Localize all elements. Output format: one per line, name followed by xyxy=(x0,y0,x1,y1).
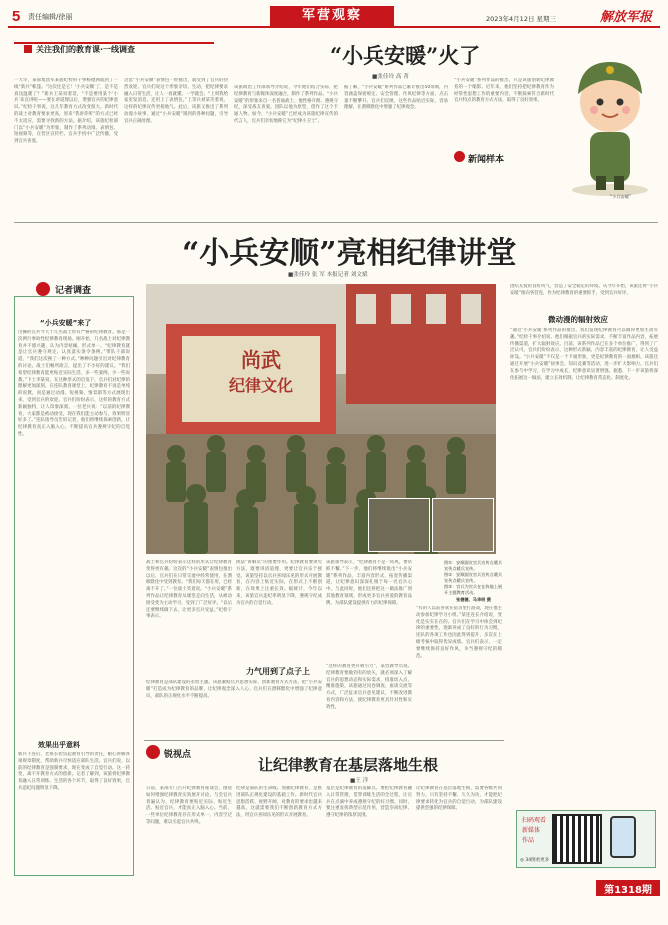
main-byline: ■张佳玲 张 军 本报记者 刘文斌 xyxy=(288,272,368,278)
main-col-a: 战士和官兵纷纷表示这样的形式让纪律教育变得更有趣。这次的“小兵安暖”表情包推出以后，官兵们在日常交流中经常使用，在潜移默化中受到教育。“我们每天都在用，已经离不开了。”一位战士笑着说。“小兵安暖”系列作品让纪律教育从课堂走向生活，从被动接受变为主动学习，受到了广泛好评。“以后还要继续做下去，让更多官兵受益。”纪检干事表示。 xyxy=(146,560,232,620)
story1-title: “小兵安暖”火了 xyxy=(330,43,481,68)
main-col-f: 纪律教育是部队建设的永恒主题。该旅紧贴官兵思想实际，创新教育方式方法，把“小兵安暖”打造成为纪律教育的品牌，让纪律观念深入人心。官兵们在潜移默化中增强了纪律意识，部队的正规化水平不断提高。 xyxy=(146,680,322,699)
story1-col3: 该旅政治工作部领导介绍说，今年他们结合实际，把纪律教育与新媒体深度融合，制作了系列作品。“小兵安暖”的形象来自一名普通战士，他性格开朗、遵规守纪，深受战友喜爱。团队以他为原型，创作了这个卡通人物。如今，“小兵安暖”已经成为该旅纪律宣传的代言人，官兵们亲切地称它为“纪律小卫士”。 xyxy=(234,85,338,124)
commentary-icon xyxy=(146,745,160,759)
reporter-notes-col: 出操的官兵今天于几名战士带有严格的纪律教育。那是一次例行事故性纪律教育现场。刚开始，几名战士对纪律教育并不感兴趣，认为内容枯燥，形式单一。“纪律教育就是让官兵遵守规定、认真落实条令条例。”带队干部说道，“我们这次换了一种方式。”种种问题引出对纪律教育的讨论。战士们畅所欲言，提出了不少好的建议。“我们希望纪律教育能更贴近实际生活，多一些案例，少一些说教。”下士李某说。在这种形式的启发下，官兵们对纪律的理解更加深刻。在连队教育课堂上，纪律教育不再是单纯的说教，而是通过动漫、短视频、情景剧等方式展现出来，受到官兵的欢迎。官兵们纷纷表示，这样的教育方式新颖独特，让人印象深刻。一位老兵说：“以前的纪律教育，大家都是被动接受，现在我们能主动参与，效果明显好多了。”连队指导员告诉记者，他们将继续探索创新，让纪律教育真正入脑入心，不断提高官兵遵规守纪的自觉性。 xyxy=(18,330,130,437)
commentary-col2: 纪律是部队的生命线。加强纪律教育，是推进部队正规化建设的基础工作。新时代官兵思想活跃、视野开阔，对教育的要求也越来越高。这就需要我们不断创新教育方式方法，用官兵喜闻乐见的形式开展教育。 xyxy=(236,786,322,819)
photo-sign-line2: 纪律文化 xyxy=(228,376,293,395)
reporter-notes-sub1: “小兵安暖”来了 xyxy=(40,319,92,327)
photo-small-2 xyxy=(432,498,494,552)
section-editor: 责任编辑/徐丽 xyxy=(28,13,73,21)
main-col-d: “有的人以前喜欢在宿舍里打游戏，现在他主动参加纪律学习小组。”某连连长介绍说，变化是实实在在的。官兵们在学习中体会到纪律的重要性，逐渐养成了良好的行为习惯。连队的各项工作也因此得到提升，多次在上级考核中取得优异成绩。官兵们表示，一定要继续保持良好作风，争当遵规守纪的模范。 xyxy=(416,606,502,659)
commentary-col3: 基层是纪律教育的落脚点。要把纪律教育融入日常管理，贯穿训练生活的全过程，让官兵在点滴中养成遵规守纪的好习惯。同时，要注重发挥典型示范作用，营造崇尚纪律、遵守纪律的浓厚氛围。 xyxy=(326,786,412,819)
reporter-notes-col2: 新兵下连后，老班长担负起教育引导的责任，耐心讲解各项规章制度，帮助新兵尽快适应部队生活。官兵们说，以前的纪律教育是强制要求，现在变成了自觉行动。这一转变，离不开教育方式的创新。记者了解到，该旅将纪律教育融入日常训练、生活的各个环节，取得了良好效果，官兵违纪问题明显下降。 xyxy=(18,752,130,791)
main-col-c: 该旅领导表示，“纪律教育不是一阵风，要常抓不懈。”下一步，他们将继续推出“小兵安暖”系列作品，丰富内容形式，拓宽传播渠道，让纪律意识深深扎根于每一名官兵心中。与此同时，他们还将把这一做法推广到其他教育领域，形成更多官兵喜爱的教育品牌，为部队建设提供有力的纪律保障。 xyxy=(326,560,412,606)
qr-code-icon[interactable] xyxy=(552,814,602,864)
photo-caption-1: 图①：安顺面宣官兵宣传点暖兵宣传点暖兵宣传。 xyxy=(444,560,503,572)
main-col-b: 执法“讲解员”的重要作用。纪律教育要讲究方法，既要讲清道理，更要让官兵乐于接受。该旅坚持以官兵喜闻乐见的形式开展教育，在内容上贴近实际，在形式上不断创新，在效果上注重长效。据统计，今年以来，该旅官兵违纪率明显下降，遵规守纪成为官兵的自觉行动。 xyxy=(236,560,322,606)
story1-col2: 这套“小兵安顺”表情包一经推出，就受到了官兵的热烈欢迎。官兵们说这个形象亲切、生动，把纪律要求融入日常生活，让人一看就懂、一学就会。“上周我给家里发消息，还用上了表情包。”上等兵刘某笑着说，这样的纪律宣传更接地气。此后，该旅又推出了系列动漫小故事，通过“小兵安暖”遇到的各种问题，引导官兵正确处理。 xyxy=(124,78,228,124)
scan-label-2: 新媒体 xyxy=(522,827,541,834)
commentary-label: 锐视点 xyxy=(164,750,192,760)
kicker-marker xyxy=(24,45,32,53)
photo-caption-2: 图②：安顺面宣官兵宣传点暖兵宣传点暖兵宣传。 xyxy=(444,572,503,584)
story1-col5: “小兵安暖”系列作品的推出，只是该旅创新纪律教育的一个缩影。近年来，他们坚持把纪律教育作为经常性思想工作的重要内容，不断探索符合新时代官兵特点的教育方式方法，取得了良好效果。 xyxy=(454,78,554,104)
main-subhead: 力气用到了点子上 xyxy=(246,667,310,676)
main-col-e: “这样的教育更有吸引力”，某营教导员说。纪律教育要做到有的放矢，就必须深入了解官兵的思想动态和实际需求，找准切入点，精准施策。该旅通过问卷调查、座谈交流等方式，广泛征求官兵意见建议，不断改进教育内容和方法，使纪律教育更具针对性和实效性。 xyxy=(326,664,412,710)
news-sample-icon xyxy=(454,151,465,162)
right-col-top: 团结友爱的良好风气，营造了安全稳定的环境。从今年开始，该旅还将“小兵安暖”推向各营连，作为纪律教育的重要抓手，受到官兵好评。 xyxy=(510,284,658,296)
issue-number: 第1318期 xyxy=(604,885,652,896)
phone-icon xyxy=(610,816,636,858)
right-col-body: “通过‘小兵安暖’系列作品的推出，我们发现纪律教育可以做得更加生动有趣。”纪检干事介绍说，他们根据官兵的实际需求，不断丰富作品内容，拓展传播渠道，扩大辐射效应。目前，该系列作品已在多个单位推广，得到了广泛认可。官兵们纷纷表示，这种形式新颖、内容丰富的纪律教育，让人受益匪浅。“小兵安暖”不仅是一个卡通形象，更是纪律教育的一面旗帜。该旅还通过开展“小兵安暖”故事会、知识竞赛等活动，进一步扩大影响力。官兵们在参与中学习，在学习中成长，纪律意识显著增强。据悉，下一步该旅将深化拓展这一做法，建立长效机制，让纪律教育常态化、制度化。 xyxy=(510,328,658,381)
main-title: “小兵安顺”亮相纪律讲堂 xyxy=(182,236,517,271)
commentary-col4: 让纪律教育在基层落地生根，需要各级共同努力。只有坚持不懈、久久为功，才能把纪律要求转化为官兵的自觉行动，为部队建设提供坚强的纪律保障。 xyxy=(416,786,502,812)
photo-sign-line1: 尚武 xyxy=(241,348,281,372)
reporter-notes-title: 记者调查 xyxy=(55,286,92,296)
scan-more: ◎ 34图看更多 xyxy=(520,858,550,863)
divider-commentary xyxy=(144,740,504,741)
news-sample-label: 新闻样本 xyxy=(468,155,505,165)
right-col-subhead: 微动漫的辐射效应 xyxy=(548,315,608,324)
story1-byline: ■张佳玲 高 菁 xyxy=(372,74,409,80)
reporter-notes-icon xyxy=(36,282,50,296)
story1-kicker: 关注我们的教育课·一线调查 xyxy=(36,45,136,54)
photo-small-1 xyxy=(368,498,430,552)
commentary-col1: 日前，某部专门召开纪律教育座谈会，围绕如何增强纪律教育实效展开讨论。与会官兵普遍认为，纪律教育要贴近实际、贴近生活、贴近官兵，才能真正入脑入心。当前，一些单位纪律教育存在形式单一、内容空泛等问题，难以引起官兵共鸣。 xyxy=(146,786,232,825)
newspaper-logo: 解放军报 xyxy=(600,10,653,25)
scan-label-3: 作品 xyxy=(522,837,535,844)
page-number: 5 xyxy=(12,8,21,25)
photo-credit: 张德德、马华明 摄 xyxy=(456,597,491,602)
photo-caption-3: 图③：官兵为官兵在在阵地上展开主题教育活动。 xyxy=(444,584,503,596)
column-name: 军营观察 xyxy=(270,6,394,26)
divider-story1 xyxy=(14,222,658,223)
commentary-title: 让纪律教育在基层落地生根 xyxy=(258,756,439,774)
cartoon-caption: “小兵安暖” xyxy=(610,194,632,199)
scan-label-1: 扫码观看 xyxy=(522,817,547,824)
cartoon-soldier-illustration xyxy=(560,40,660,200)
commentary-byline: ■王 洋 xyxy=(350,778,369,784)
story1-col1: 一大早，某部集团军某旅纪检科干事杨德洲就到了一线“新兵”帐篷。“这次还是它！‘小兵安顺’了，是不是真送温暖了？”新兵王某说着话，“不是要用某个‘小兵’来宣讲呢——要在讲道理以后，增强官兵的纪律意识。”纪检干事说，这几年教育方式改变很大。新时代的战士对教育要求更高，原来“我讲你听”的方式已经不太适应，需要寻找新的方法。据介绍，该旅纪检部门以“小兵安暖”为形象，制作了系列动漫、表情包、短视频等，在营区宣传栏、官兵手机中广泛传播，受到官兵喜爱。 xyxy=(14,78,118,145)
issue-date: 2023年4月12日 星期三 xyxy=(486,15,557,23)
reporter-notes-sub2: 效果出乎意料 xyxy=(38,741,80,749)
page-header xyxy=(8,6,660,28)
story1-col4: 据了解，“小兵安暖”系列作品已累计推出50余期，内容涵盖保密规定、安全管理、作风纪律等方面，点击量不断攀升。官兵们反映，这些作品贴近实际，容易理解，在潜移默化中增强了纪律观念。 xyxy=(344,85,448,111)
photo-sign-text xyxy=(206,344,316,396)
